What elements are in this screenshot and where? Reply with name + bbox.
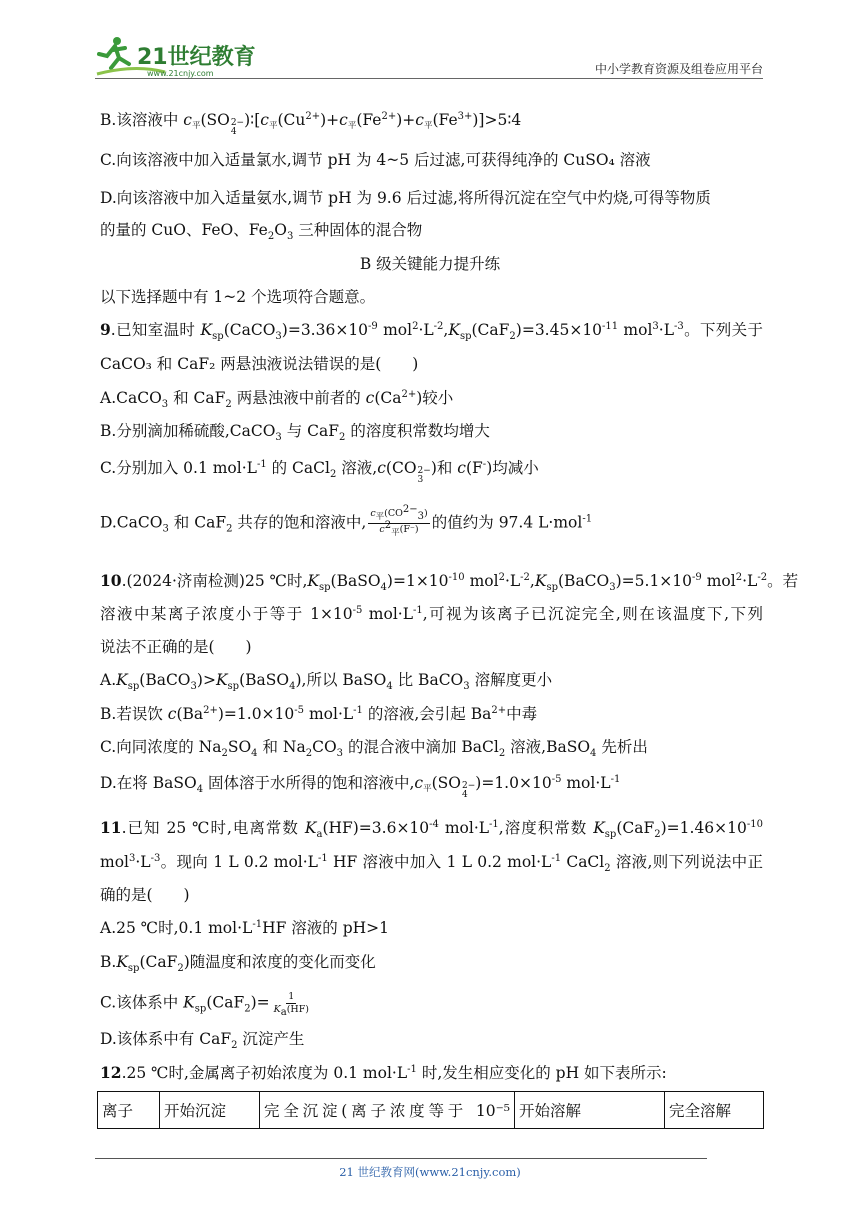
q11-option-d: D.该体系中有 CaF$_2$ 沉淀产生 [100,1030,305,1052]
q10-stem-line3: 说法不正确的是( ) [100,638,252,656]
table-header-cell: 完全溶解 [665,1092,764,1129]
ka-fraction: $\frac{1}{K_a(HF)}$ [273,991,310,1018]
footer-divider [95,1158,707,1159]
q10-option-d: D.在将 BaSO$_4$ 固体溶于水所得的饱和溶液中,c平(SO 2− 4 )$=1.0\times 10^{-5}$ $mol\cdot L^{-1}$ [100,773,621,800]
q11-option-b: $B.K_{sp}(CaF_2)$随温度和浓度的变化而变化 [100,953,376,975]
q9-option-c: C.分别加入 0.1 $mol\cdot L^{-1}$ 的 CaCl$_2$ 溶液,c(CO 2− 3 )和 c(F-)均减小 [100,458,539,485]
table-header-cell: 离子 [98,1092,160,1129]
running-man-icon [95,34,265,78]
site-logo [95,34,265,78]
page-footer: 21 世纪教育网(www.21cnjy.com) [339,1165,521,1179]
q10-stem-line2: 溶液中某离子浓度小于等于 $1\times 10^{-5}$ $mol\cdot L^{-1}$,可视为该离子已沉淀完全,则在该温度下,下列 [100,604,763,623]
table-header-cell: 开始沉淀 [160,1092,260,1129]
q9-option-d: D.CaCO$_3$ 和 CaF$_2$ 共存的饱和溶液中, $\frac{c平(CO^{2-}_3)}{c^2平(F^-)}$ 的值约为 97.4 L·mol$^{-1}$ [100,503,593,538]
q8-option-d-line1: D.向该溶液中加入适量氨水,调节 pH 为 9.6 后过滤,将所得沉淀在空气中灼烧,可得等物质 [100,189,711,207]
page-header [95,30,763,80]
svg-text:21世纪教育: 21世纪教育 [137,45,256,70]
ph-table [97,1091,764,1129]
q10-stem-line1: 10.(2024·济南检测)25 ℃时$,K_{sp}(BaSO_4)=1\times 10^{-10}$ $mol^2\cdot L^{-2},K_{sp}(BaCO_3)=5.1\times 10^{-9}$ $mol^2\cdot L^{-2}$。若 [100,571,799,594]
header-divider [95,78,763,79]
q9-option-b: B.分别滴加稀硫酸,CaCO$_3$ 与 CaF$_2$ 的溶度积常数均增大 [100,422,490,444]
q11-stem-line1: 11.已知 25 ℃时,电离常数 $K_a(HF)=3.6\times 10^{-4}$ $mol\cdot L^{-1}$,溶度积常数 $K_{sp}(CaF_2)=1.46\times 10^{-10}$ [100,818,763,841]
q10-option-a: $A.K_{sp}(BaCO_3)>K_{sp}(BaSO_4)$,所以 BaSO$_4$ 比 BaCO$_3$ 溶解度更小 [100,671,553,693]
section-title: B 级关键能力提升练 [359,255,501,273]
q11-option-c: C.该体系中 $K_{sp}(CaF_2)=$ $\frac{1}{K_a(HF)}$ [100,991,310,1018]
svg-text:www.21cnjy.com: www.21cnjy.com [147,69,214,78]
q9-option-a: A.CaCO$_3$ 和 CaF$_2$ 两悬浊液中前者的 $c(Ca^{2+})$较小 [100,388,454,411]
q8-option-b: B.该溶液中 c平(SO 2− 4 )∶[c平$(Cu^{2+})+c$平$(Fe^{2+})+c$平$(Fe^{3+})]>5∶4$ [100,110,522,137]
platform-name: 中小学教育资源及组卷应用平台 [594,62,763,76]
q9-stem-line2: CaCO₃ 和 CaF₂ 两悬浊液说法错误的是( ) [100,355,419,373]
q8-option-c: C.向该溶液中加入适量氯水,调节 pH 为 4~5 后过滤,可获得纯净的 CuSO₄ 溶液 [100,151,651,169]
q12-stem: 12.25 ℃时,金属离子初始浓度为 0.1 $mol\cdot L^{-1}$ 时,发生相应变化的 pH 如下表所示: [100,1063,667,1082]
q10-option-c: C.向同浓度的 $Na_2SO_4$ 和 $Na_2CO_3$ 的混合液中滴加 BaCl$_2$ 溶液,BaSO$_4$ 先析出 [100,738,648,760]
table-header-cell: 完全沉淀(离子浓度等于 10⁻⁵ [260,1092,515,1129]
table-header-row [98,1092,764,1129]
q10-option-b: B.若误饮 $c(Ba^{2+})=1.0\times 10^{-5}$ $mol\cdot L^{-1}$ 的溶液,会引起 $Ba^{2+}$中毒 [100,704,538,723]
section-note: 以下选择题中有 1~2 个选项符合题意。 [100,288,376,306]
table-header-cell: 开始溶解 [515,1092,665,1129]
q11-stem-line2: $mol^3\cdot L^{-3}$。现向 1 L 0.2 $mol\cdot L^{-1}$ HF 溶液中加入 1 L 0.2 $mol\cdot L^{-1}$ CaCl$_2$ 溶液,则下列说法中正 [100,852,763,875]
q11-option-a: A.25 ℃时,0.1 $mol\cdot L^{-1}HF$ 溶液的 pH>1 [100,918,389,937]
q9-stem-line1: 9.已知室温时 $K_{sp}(CaCO_3)=3.36\times 10^{-9}$ $mol^2\cdot L^{-2},K_{sp}(CaF_2)=3.45\times 10^{-11}$ $mol^3\cdot L^{-3}$。下列关于 [100,320,763,343]
q11-stem-line3: 确的是( ) [100,886,190,904]
q8-option-d-line2: 的量的 CuO、FeO、$Fe_2O_3$ 三种固体的混合物 [100,221,423,243]
ratio-fraction: $\frac{c平(CO^{2-}_3)}{c^2平(F^-)}$ [370,503,428,538]
